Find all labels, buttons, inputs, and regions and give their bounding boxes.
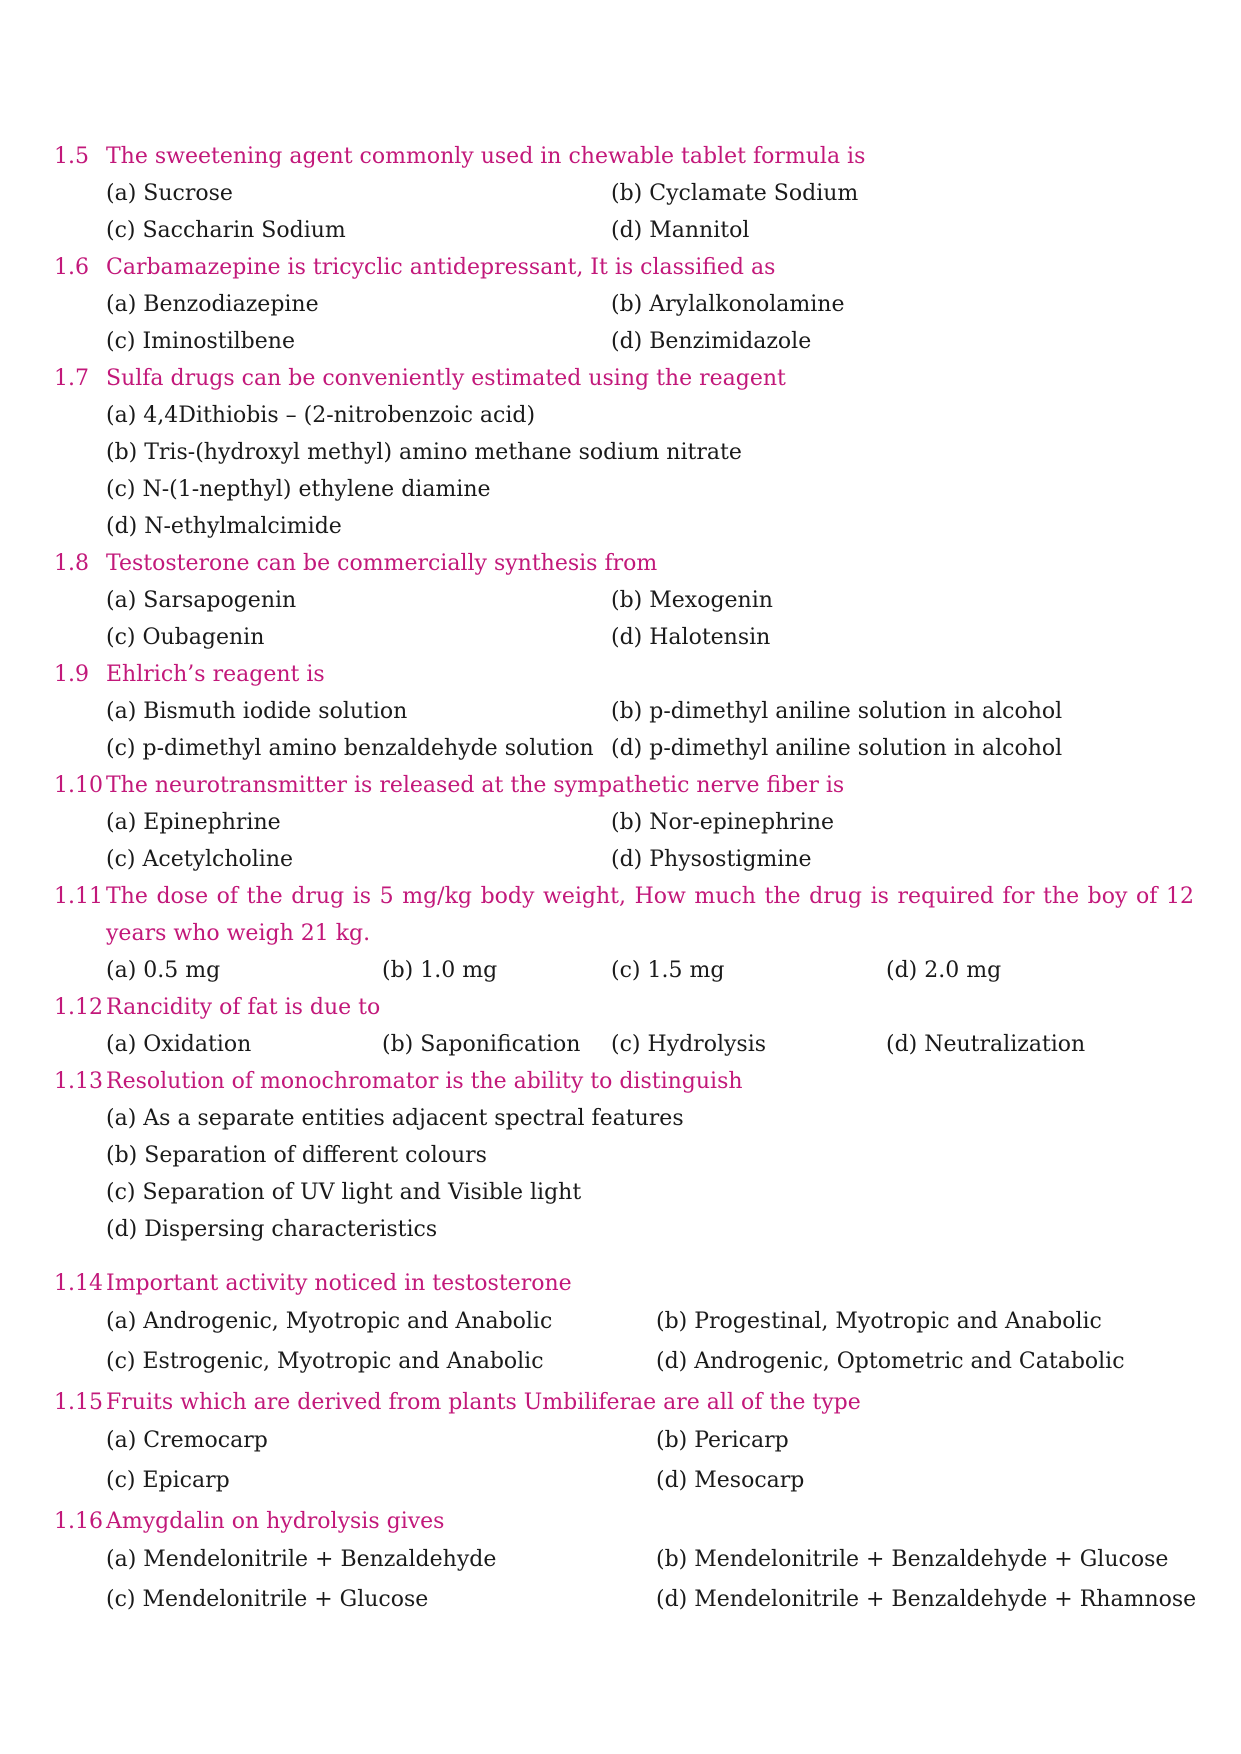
question-1-16 [0,1503,1241,1620]
option-c: (c) 1.5 mg [611,958,725,983]
question-text: Carbamazepine is tricyclic antidepressant, It is classified as [106,255,776,280]
question-1-9 [0,656,1241,767]
option-b: (b) Mexogenin [611,588,773,613]
option-b: (b) Progestinal, Myotropic and Anabolic [656,1309,1102,1334]
question-number: 1.10 [54,773,103,798]
question-number: 1.15 [54,1390,103,1415]
question-number: 1.7 [54,366,89,391]
option-a: (a) Androgenic, Myotropic and Anabolic [106,1309,553,1334]
option-d: (d) Mendelonitrile + Benzaldehyde + Rhamnose [656,1587,1197,1612]
option-c: (c) Mendelonitrile + Glucose [106,1587,429,1612]
option-d: (d) 2.0 mg [886,958,1002,983]
option-a: (a) Epinephrine [106,810,281,835]
option-d: (d) Halotensin [611,625,771,650]
option-d: (d) Physostigmine [611,847,812,872]
question-text: Ehlrich’s reagent is [106,662,325,687]
option-d: (d) Mesocarp [656,1468,805,1493]
option-c: (c) Hydrolysis [611,1032,767,1057]
option-c: (c) Iminostilbene [106,329,295,354]
question-text: The neurotransmitter is released at the sympathetic nerve fiber is [106,773,845,798]
option-b: (b) Cyclamate Sodium [611,181,859,206]
option-a: (a) Mendelonitrile + Benzaldehyde [106,1547,497,1572]
question-number: 1.12 [54,995,103,1020]
option-a: (a) As a separate entities adjacent spectral features [106,1106,684,1131]
option-a: (a) Sucrose [106,181,233,206]
option-d: (d) N-ethylmalcimide [106,514,342,539]
question-1-8 [0,545,1241,656]
option-d: (d) Benzimidazole [611,329,812,354]
option-b: (b) p-dimethyl aniline solution in alcohol [611,699,1063,724]
question-text: The dose of the drug is 5 mg/kg body weight, How much the drug is required for the boy of 12 years who weigh 21 kg. [106,884,1194,946]
option-c: (c) Epicarp [106,1468,230,1493]
option-d: (d) Mannitol [611,218,750,243]
option-b: (b) Separation of different colours [106,1143,487,1168]
option-b: (b) Tris-(hydroxyl methyl) amino methane sodium nitrate [106,440,742,465]
question-1-7 [0,360,1241,545]
question-1-14 [0,1265,1241,1382]
option-c: (c) Acetylcholine [106,847,294,872]
option-b: (b) Pericarp [656,1428,789,1453]
option-c: (c) Oubagenin [106,625,265,650]
option-b: (b) 1.0 mg [382,958,498,983]
question-number: 1.9 [54,662,89,687]
option-b: (b) Mendelonitrile + Benzaldehyde + Glucose [656,1547,1169,1572]
option-c: (c) N-(1-nepthyl) ethylene diamine [106,477,491,502]
option-d: (d) Dispersing characteristics [106,1217,438,1242]
question-1-11 [0,878,1241,989]
question-number: 1.16 [54,1509,103,1534]
question-number: 1.14 [54,1271,103,1296]
option-b: (b) Arylalkonolamine [611,292,845,317]
question-text: Important activity noticed in testosterone [106,1271,572,1296]
question-text: Testosterone can be commercially synthesis from [106,551,658,576]
option-c: (c) Saccharin Sodium [106,218,346,243]
question-text: Resolution of monochromator is the ability to distinguish [106,1069,743,1094]
question-text: Sulfa drugs can be conveniently estimated using the reagent [106,366,786,391]
question-number: 1.13 [54,1069,103,1094]
question-number: 1.11 [54,884,103,909]
option-b: (b) Nor-epinephrine [611,810,835,835]
option-a: (a) Sarsapogenin [106,588,297,613]
question-text: Rancidity of fat is due to [106,995,381,1020]
option-d: (d) p-dimethyl aniline solution in alcohol [611,736,1063,761]
question-1-10 [0,767,1241,878]
option-d: (d) Neutralization [886,1032,1086,1057]
question-text: The sweetening agent commonly used in chewable tablet formula is [106,144,866,169]
option-a: (a) Oxidation [106,1032,252,1057]
question-1-6 [0,249,1241,360]
option-a: (a) Cremocarp [106,1428,268,1453]
option-d: (d) Androgenic, Optometric and Catabolic [656,1349,1125,1374]
question-number: 1.5 [54,144,89,169]
question-number: 1.6 [54,255,89,280]
question-1-12 [0,989,1241,1063]
option-c: (c) Separation of UV light and Visible light [106,1180,582,1205]
option-c: (c) Estrogenic, Myotropic and Anabolic [106,1349,544,1374]
option-c: (c) p-dimethyl amino benzaldehyde solution [106,736,594,761]
question-1-5 [0,138,1241,249]
question-1-15 [0,1384,1241,1501]
question-number: 1.8 [54,551,89,576]
option-a: (a) 0.5 mg [106,958,221,983]
option-a: (a) Benzodiazepine [106,292,319,317]
question-1-13 [0,1063,1241,1248]
question-text: Amygdalin on hydrolysis gives [106,1509,445,1534]
option-a: (a) 4,4Dithiobis – (2-nitrobenzoic acid) [106,403,536,428]
option-b: (b) Saponification [382,1032,581,1057]
option-a: (a) Bismuth iodide solution [106,699,408,724]
question-text: Fruits which are derived from plants Umbiliferae are all of the type [106,1390,861,1415]
